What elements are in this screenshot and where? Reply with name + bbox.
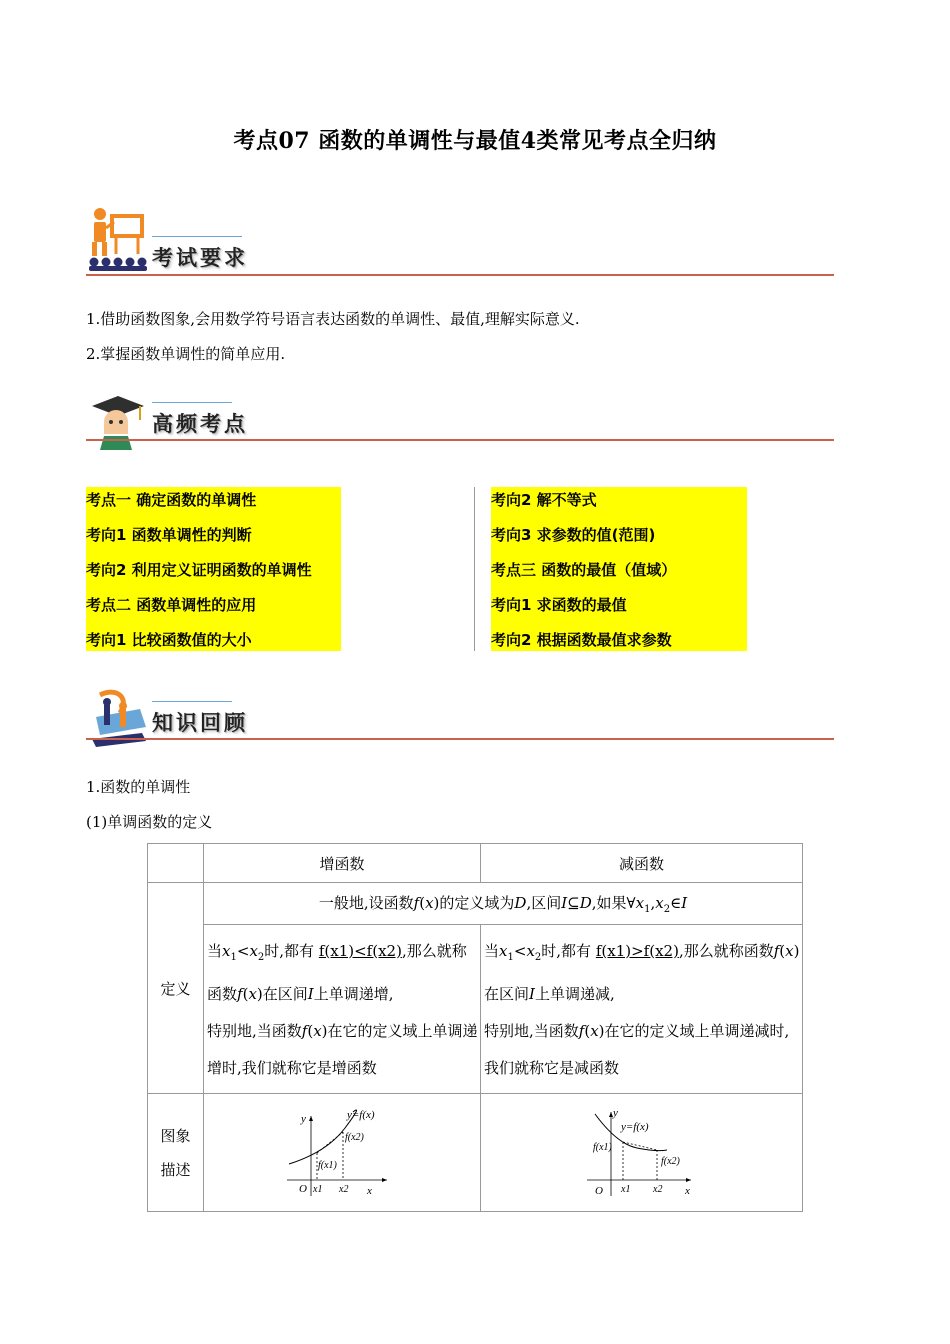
- book-figures-icon: [86, 687, 150, 757]
- common-definition: 一般地,设函数f(x)的定义域为D,区间I⊆D,如果$\forall x_1,x_2\in I$: [204, 883, 803, 925]
- toc-left-item[interactable]: 考向1 函数单调性的判断: [86, 526, 252, 544]
- section-banner-review: [86, 683, 834, 761]
- toc-left-item[interactable]: 考向2 利用定义证明函数的单调性: [86, 561, 312, 579]
- svg-text:f(x1): f(x1): [318, 1159, 337, 1171]
- requirement-2: 2.掌握函数单调性的简单应用.: [86, 345, 286, 363]
- review-heading-2: (1)单调函数的定义: [86, 813, 213, 831]
- svg-text:x: x: [684, 1184, 690, 1197]
- toc-divider: [474, 487, 475, 651]
- toc-right: [491, 487, 747, 651]
- section-banner-requirements: [86, 198, 834, 276]
- svg-text:f(x2): f(x2): [345, 1131, 364, 1143]
- page-title: 考点07 函数的单调性与最值4类常见考点全归纳: [233, 128, 717, 154]
- requirement-1: 1.借助函数图象,会用数学符号语言表达函数的单调性、最值,理解实际意义.: [86, 310, 580, 328]
- toc-right-item[interactable]: 考向1 求函数的最值: [491, 596, 627, 614]
- decreasing-definition: 当$x_1<x_2$时,都有 f(x1)>f(x2),那么就称函数f(x)在区间I上单调递减, 特别地,当函数f(x)在它的定义域上单调递减时,我们就称它是减函数: [481, 925, 803, 1094]
- teacher-board-icon: [86, 202, 150, 272]
- svg-text:f(x2): f(x2): [660, 1155, 680, 1167]
- toc-right-item[interactable]: 考向3 求参数的值(范围): [491, 526, 656, 544]
- toc-right-item[interactable]: 考向2 根据函数最值求参数: [491, 631, 672, 649]
- header-increasing: 增函数: [204, 844, 481, 883]
- svg-text:x: x: [367, 1184, 372, 1197]
- increasing-function-graph: [287, 1108, 397, 1198]
- svg-text:f(x1): f(x1): [592, 1141, 612, 1153]
- graduate-cap-icon: [88, 388, 152, 458]
- svg-text:x1: x1: [313, 1183, 323, 1195]
- svg-text:x2: x2: [652, 1183, 662, 1195]
- toc-left-item[interactable]: 考向1 比较函数值的大小: [86, 631, 252, 649]
- svg-text:y: y: [612, 1107, 618, 1119]
- table-corner: [148, 844, 204, 883]
- increasing-graph-cell: [204, 1094, 481, 1212]
- row-label-graph: 图象 描述: [148, 1094, 204, 1212]
- review-heading-1: 1.函数的单调性: [86, 778, 191, 796]
- section-title-review: 知识回顾: [152, 710, 248, 735]
- toc-left-item[interactable]: 考点一 确定函数的单调性: [86, 491, 257, 509]
- toc-left-item[interactable]: 考点二 函数单调性的应用: [86, 596, 257, 614]
- toc-right-item[interactable]: 考点三 函数的最值（值域）: [491, 561, 677, 579]
- svg-text:y=f(x): y=f(x): [347, 1108, 375, 1121]
- decreasing-function-graph: [587, 1108, 697, 1198]
- header-decreasing: 减函数: [481, 844, 803, 883]
- svg-text:O: O: [594, 1184, 603, 1197]
- toc-left: [86, 487, 341, 651]
- svg-text:x2: x2: [339, 1183, 349, 1195]
- section-title-requirements: 考试要求: [152, 245, 248, 270]
- svg-text:y=f(x): y=f(x): [620, 1120, 649, 1133]
- svg-text:x1: x1: [620, 1183, 630, 1195]
- increasing-definition: 当$x_1<x_2$时,都有 f(x1)<f(x2),那么就称函数f(x)在区间I上单调递增, 特别地,当函数f(x)在它的定义域上单调递增时,我们就称它是增函数: [204, 925, 481, 1094]
- decreasing-graph-cell: [481, 1094, 803, 1212]
- decreasing-condition: f(x1)>f(x2): [595, 942, 679, 960]
- toc-right-item[interactable]: 考向2 解不等式: [491, 491, 597, 509]
- svg-text:y: y: [301, 1112, 306, 1125]
- section-title-frequent: 高频考点: [152, 411, 248, 436]
- section-banner-frequent: [86, 386, 834, 464]
- svg-text:O: O: [299, 1182, 307, 1195]
- increasing-condition: f(x1)<f(x2): [318, 942, 402, 960]
- row-label-definition: 定义: [148, 883, 204, 1094]
- monotonic-definition-table: [147, 843, 803, 1212]
